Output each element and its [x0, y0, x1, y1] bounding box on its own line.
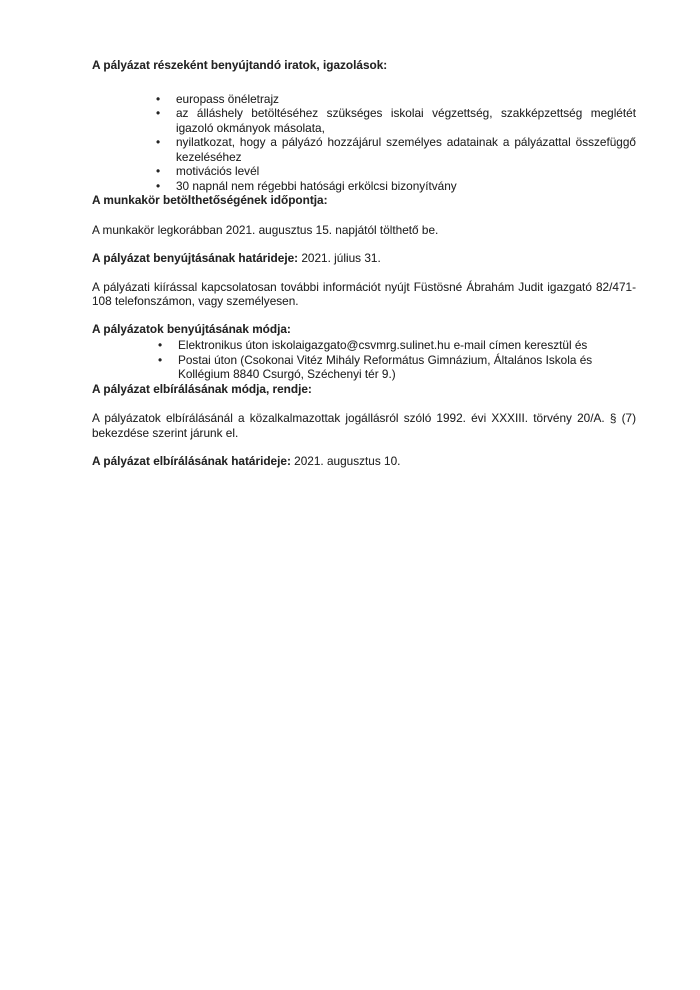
bullet-item: • Postai úton (Csokonai Vitéz Mihály Református Gimnázium, Általános Iskola és Kollégium 8840 Csurgó, Széchenyi tér 9.)	[92, 353, 598, 382]
heading-benyujtas-modja: A pályázatok benyújtásának módja:	[92, 321, 291, 336]
line-benyujtas-hatarido	[92, 251, 636, 266]
line-elbiralas-hatarido	[92, 454, 636, 469]
heading-elbiralas-modja: A pályázat elbírálásának módja, rendje:	[92, 381, 312, 396]
heading-betoltheto-idopont: A munkakör betölthetőségének időpontja:	[92, 193, 328, 207]
benyujtas-hatarido-value: 2021. július 31.	[301, 251, 381, 265]
paragraph-betoltheto-idopont: A munkakör legkorábban 2021. augusztus 15. napjától tölthető be.	[92, 222, 439, 237]
elbiralas-hatarido-label: A pályázat elbírálásának határideje:	[92, 454, 291, 468]
bullet-item: • az álláshely betöltéséhez szükséges iskolai végzettség, szakképzettség meglétét igazoló okmányok másolata,	[92, 106, 636, 135]
bullet-item: • motivációs levél	[92, 164, 636, 179]
iratok-bullet-list	[92, 92, 636, 194]
bullet-item: • Elektronikus úton iskolaigazgato@csvmrg.sulinet.hu e-mail címen keresztül és	[92, 338, 598, 353]
paragraph-tovabbi-informacio: A pályázati kiírással kapcsolatosan további információt nyújt Füstösné Ábrahám Judit igazgató 82/471-108 telefonszámon, vagy személyesen.	[92, 279, 636, 308]
heading-benyujtando-iratok: A pályázat részeként benyújtandó iratok, igazolások:	[92, 58, 388, 72]
elbiralas-hatarido-value: 2021. augusztus 10.	[294, 454, 401, 468]
paragraph-elbiralas-modja: A pályázatok elbírálásánál a közalkalmazottak jogállásról szóló 1992. évi XXXIII. törvény 20/A. § (7) bekezdése szerint járunk el.	[92, 411, 636, 440]
bullet-item: • europass önéletrajz	[92, 92, 636, 107]
bullet-item: • nyilatkozat, hogy a pályázó hozzájárul személyes adatainak a pályázattal összefüggő kezeléséhez	[92, 135, 636, 164]
bullet-item: • 30 napnál nem régebbi hatósági erkölcsi bizonyítvány	[92, 179, 636, 194]
benyujtas-modja-bullet-list	[92, 338, 636, 382]
benyujtas-hatarido-label: A pályázat benyújtásának határideje:	[92, 251, 299, 265]
